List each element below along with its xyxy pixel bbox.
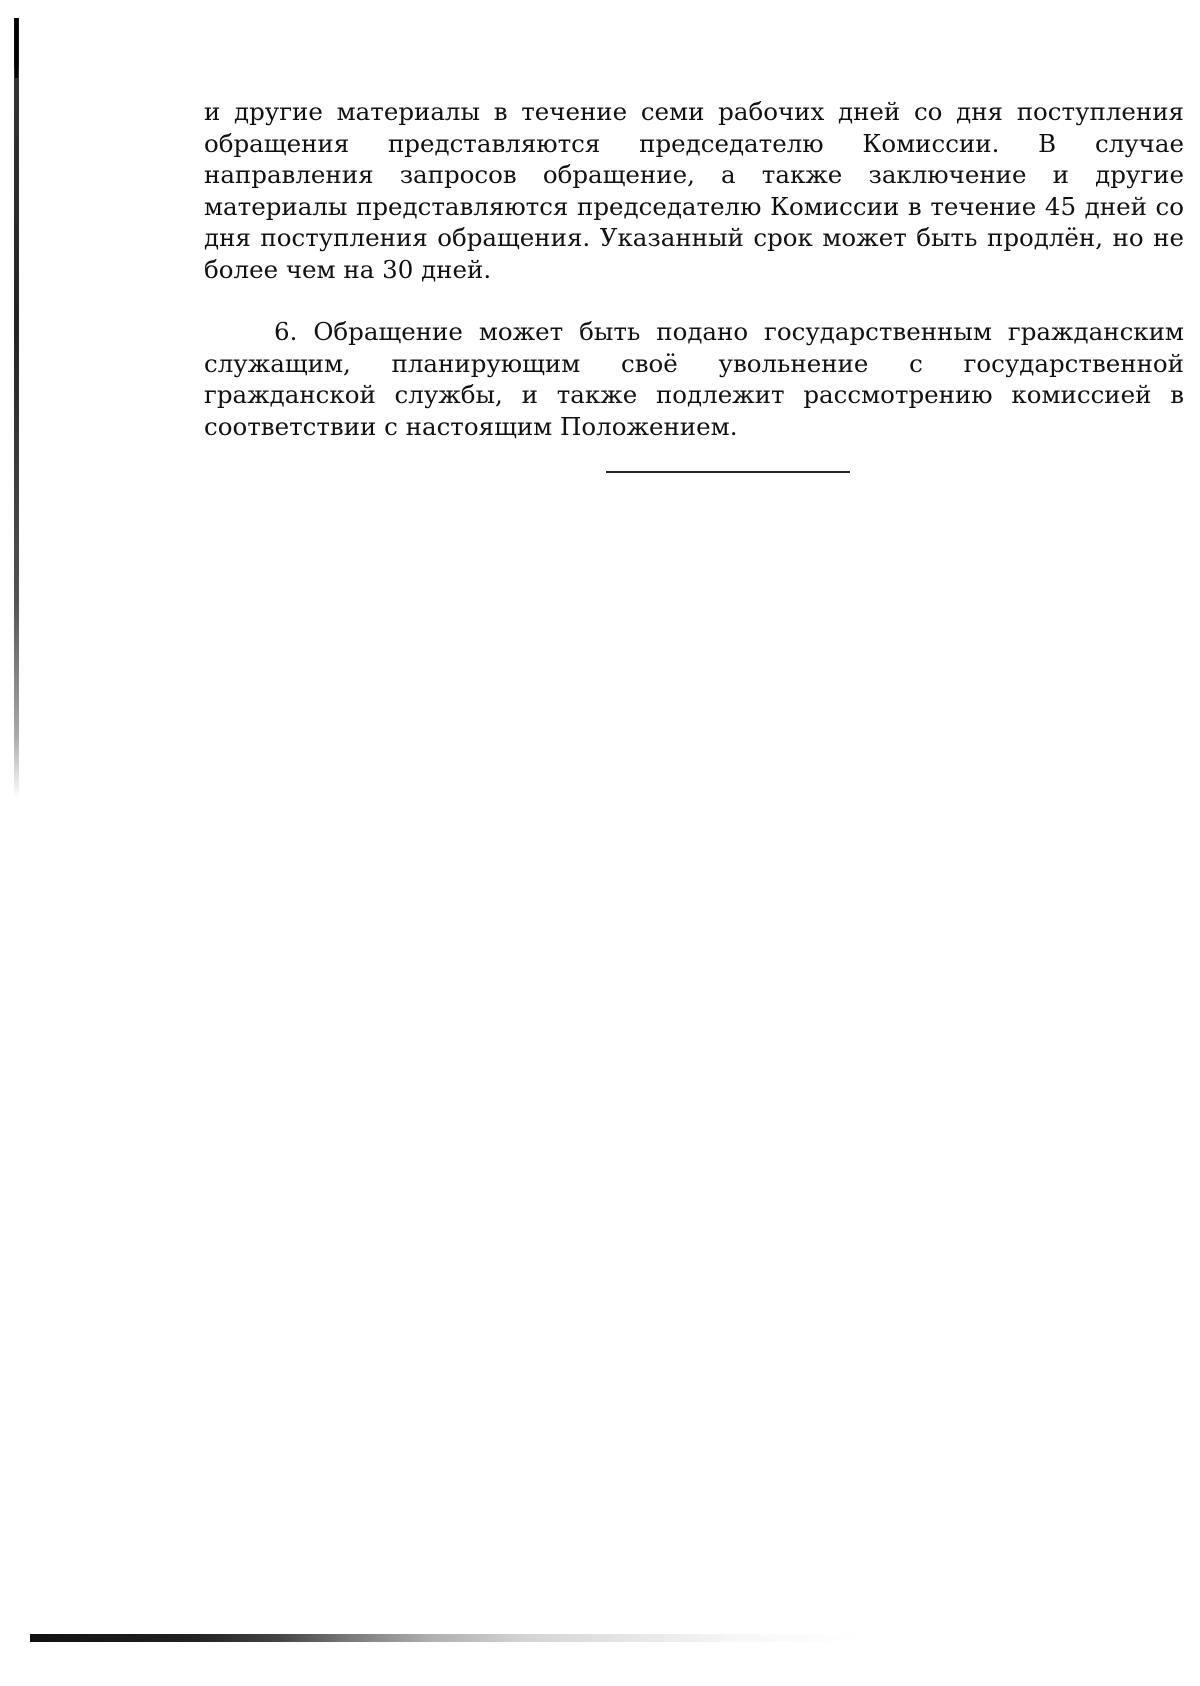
document-body <box>204 96 1184 442</box>
paragraph-continuation: и другие материалы в течение семи рабочих дней со дня поступления обращения представляются председателю Комиссии. В случае направления запросов обращение, а также заключение и другие материалы представляются председателю Комиссии в течение 45 дней со дня поступления обращения. Указанный срок может быть продлён, но не более чем на 30 дней. <box>204 97 1184 284</box>
paragraph-6: 6. Обращение может быть подано государственным гражданским служащим, планирующим своё увольнение с государственной гражданской службы, и также подлежит рассмотрению комиссией в соответствии с настоящим Положением. <box>204 317 1184 441</box>
end-separator-line <box>606 471 850 473</box>
scan-bottom-artifact <box>30 1634 860 1642</box>
scan-edge-mark <box>14 18 19 798</box>
